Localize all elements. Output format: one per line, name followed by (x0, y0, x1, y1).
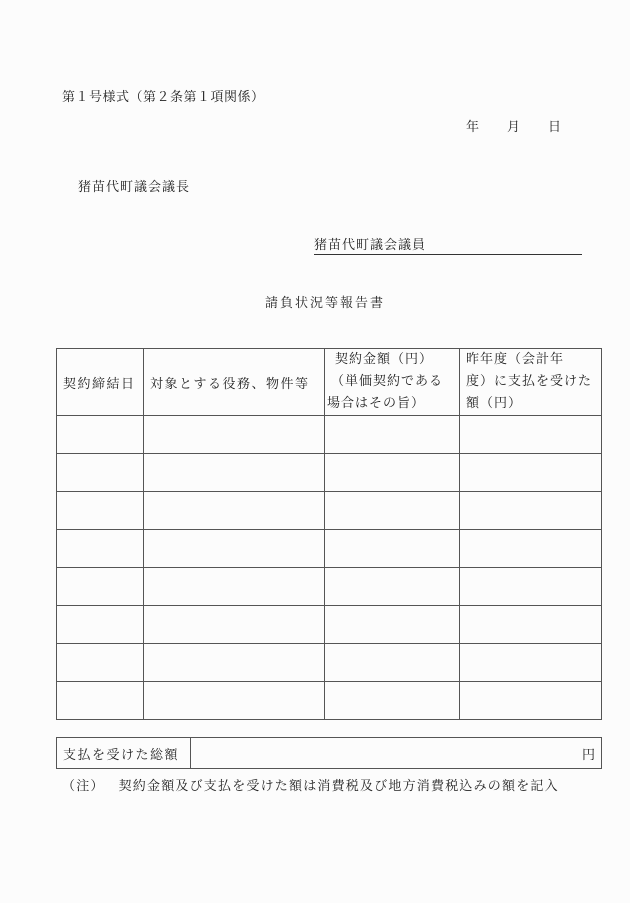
cell-contract-amount[interactable] (325, 644, 460, 682)
date-line (466, 116, 561, 135)
cell-last-year-paid[interactable] (460, 682, 602, 720)
cell-contract-date[interactable] (57, 606, 144, 644)
document-title: 請負状況等報告書 (265, 296, 386, 311)
cell-subject[interactable] (144, 568, 325, 606)
table-row (57, 530, 602, 568)
header-contract-date: 契約締結日 (57, 349, 144, 416)
cell-contract-amount[interactable] (325, 606, 460, 644)
table-row (57, 682, 602, 720)
header-contract-amount-line2: （単価契約である (331, 374, 444, 389)
header-subject: 対象とする役務、物件等 (144, 349, 325, 416)
cell-subject[interactable] (144, 530, 325, 568)
table-header-row (57, 349, 602, 416)
total-paid-table (56, 737, 602, 769)
table-row (57, 454, 602, 492)
cell-last-year-paid[interactable] (460, 606, 602, 644)
footnote (62, 775, 559, 794)
cell-last-year-paid[interactable] (460, 454, 602, 492)
form-number: 第１号様式（第２条第１項関係） (62, 90, 265, 105)
table-row (57, 492, 602, 530)
cell-subject[interactable] (144, 416, 325, 454)
date-day: 日 (548, 120, 562, 135)
cell-contract-date[interactable] (57, 492, 144, 530)
date-year: 年 (466, 120, 480, 135)
header-last-year-paid (460, 349, 602, 416)
total-paid-field[interactable] (191, 738, 602, 769)
cell-contract-date[interactable] (57, 568, 144, 606)
cell-subject[interactable] (144, 492, 325, 530)
contract-report-table (56, 348, 602, 720)
addressee: 猪苗代町議会議長 (78, 180, 191, 195)
table-row (57, 644, 602, 682)
header-contract-amount-line3: 場合はその旨） (327, 396, 426, 411)
note-text: 契約金額及び支払を受けた額は消費税及び地方消費税込みの額を記入 (118, 779, 559, 794)
cell-subject[interactable] (144, 682, 325, 720)
total-row (57, 738, 602, 769)
cell-last-year-paid[interactable] (460, 530, 602, 568)
cell-last-year-paid[interactable] (460, 492, 602, 530)
header-last-year-paid-line1: 昨年度（会計年 (466, 352, 565, 367)
header-contract-amount-line1: 契約金額（円） (335, 352, 434, 367)
cell-contract-amount[interactable] (325, 568, 460, 606)
cell-contract-date[interactable] (57, 682, 144, 720)
cell-contract-amount[interactable] (325, 682, 460, 720)
header-last-year-paid-line3: 額（円） (466, 396, 523, 411)
cell-last-year-paid[interactable] (460, 644, 602, 682)
table-row (57, 416, 602, 454)
note-prefix: （注） (62, 779, 105, 794)
cell-last-year-paid[interactable] (460, 416, 602, 454)
cell-contract-date[interactable] (57, 530, 144, 568)
sender-signature-line: 猪苗代町議会議員 (314, 234, 582, 255)
cell-subject[interactable] (144, 454, 325, 492)
cell-last-year-paid[interactable] (460, 568, 602, 606)
table-row (57, 606, 602, 644)
table-row (57, 568, 602, 606)
cell-subject[interactable] (144, 606, 325, 644)
header-last-year-paid-line2: 度）に支払を受けた (466, 374, 593, 389)
yen-unit: 円 (581, 747, 595, 763)
cell-contract-amount[interactable] (325, 454, 460, 492)
total-paid-label: 支払を受けた総額 (57, 738, 191, 769)
cell-subject[interactable] (144, 644, 325, 682)
cell-contract-amount[interactable] (325, 492, 460, 530)
cell-contract-date[interactable] (57, 454, 144, 492)
cell-contract-amount[interactable] (325, 530, 460, 568)
cell-contract-date[interactable] (57, 416, 144, 454)
cell-contract-amount[interactable] (325, 416, 460, 454)
date-month: 月 (507, 120, 521, 135)
cell-contract-date[interactable] (57, 644, 144, 682)
header-contract-amount (325, 349, 460, 416)
